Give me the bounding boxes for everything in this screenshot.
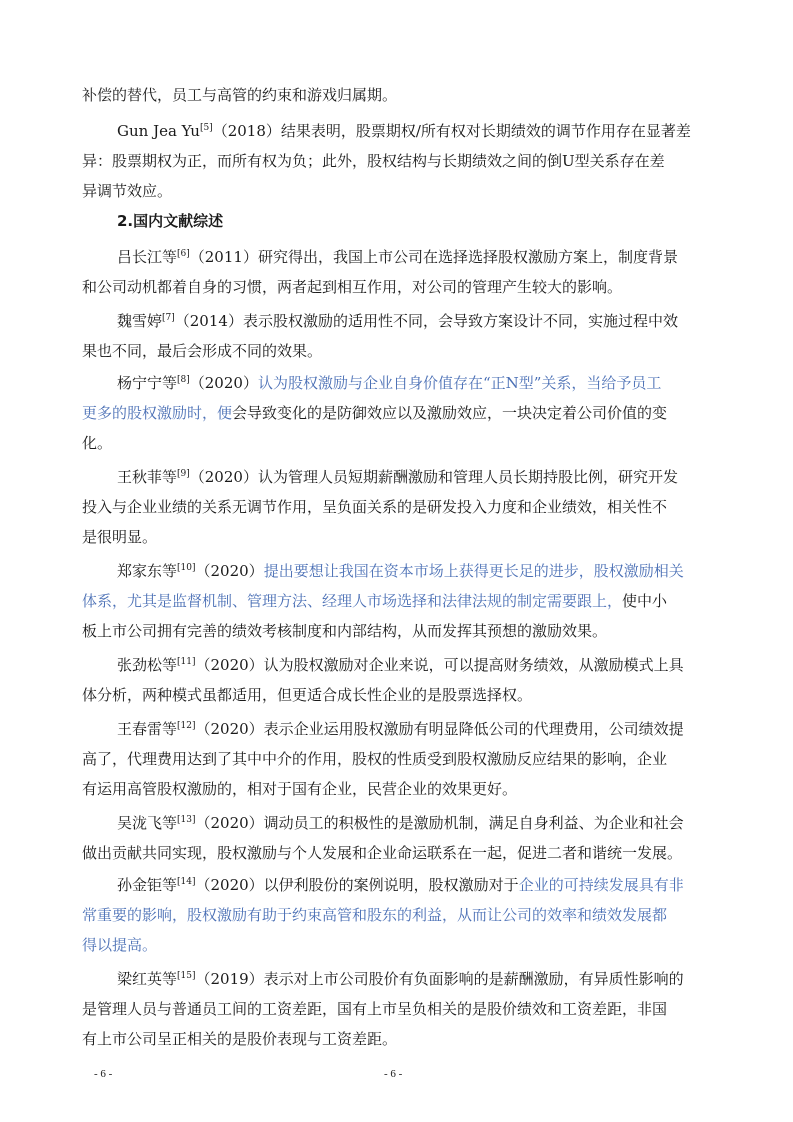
paragraph-line: 有运用高管股权激励的，相对于国有企业，民营企业的效果更好。: [82, 780, 518, 798]
paragraph-line: [82, 905, 667, 925]
paragraph-line: 高了，代理费用达到了其中中介的作用，股权的性质受到股权激励反应结果的影响，企业: [82, 750, 668, 768]
highlighted-text: 更多的股权激励时，便: [82, 404, 233, 422]
citation-ref: [5]: [199, 123, 213, 133]
paragraph-line: 王秋菲等[9]（2020）认为管理人员短期薪酬激励和管理人员长期持股比例，研究开发: [117, 468, 678, 486]
paragraph-line: 投入与企业业绩的关系无调节作用，呈负面关系的是研发投入力度和企业绩效，相关性不: [82, 498, 668, 516]
citation-ref: [8]: [177, 375, 190, 385]
paragraph-line: 魏雪婷[7]（2014）表示股权激励的适用性不同，会导致方案设计不同，实施过程中效: [117, 312, 678, 330]
paragraph-line: 有上市公司呈正相关的是股价表现与工资差距。: [82, 1030, 398, 1048]
page-number-left: - 6 -: [94, 1068, 113, 1080]
paragraph-line: 杨宁宁等[8]（2020）认为股权激励与企业自身价值存在“正N型”关系，当给予员工: [117, 374, 662, 392]
citation-ref: [11]: [177, 657, 196, 667]
paragraph-line: 更多的股权激励时，便会导致变化的是防御效应以及激励效应，一块决定着公司价值的变: [82, 404, 668, 422]
paragraph-line: 是管理人员与普通员工间的工资差距，国有上市呈负相关的是股价绩效和工资差距，非国: [82, 1000, 668, 1018]
paragraph-line: 化。: [82, 434, 113, 452]
section-heading: 2.国内文献综述: [117, 212, 224, 230]
highlighted-text: 体系，尤其是监督机制、管理方法、经理人市场选择和法律法规的制定需要跟上，: [82, 592, 623, 610]
paragraph-line: Gun Jea Yu[5]（2018）结果表明，股票期权/所有权对长期绩效的调节作用存在显著差: [117, 122, 691, 140]
paragraph-line: 张劲松等[11]（2020）认为股权激励对企业来说，可以提高财务绩效，从激励模式上具: [117, 656, 684, 674]
citation-ref: [14]: [177, 877, 196, 887]
paragraph-line: 板上市公司拥有完善的绩效考核制度和内部结构，从而发挥其预想的激励效果。: [82, 622, 608, 640]
citation-ref: [9]: [177, 469, 190, 479]
paragraph-line: 和公司动机都着自身的习惯，两者起到相互作用，对公司的管理产生较大的影响。: [82, 278, 623, 296]
paragraph-line: 郑家东等[10]（2020）提出要想让我国在资本市场上获得更长足的进步，股权激励相关: [117, 562, 684, 580]
paragraph-line: 异调节效应。: [82, 182, 173, 200]
citation-ref: [15]: [177, 971, 196, 981]
paragraph-line: 异：股票期权为正，而所有权为负；此外，股权结构与长期绩效之间的倒U型关系存在差: [82, 152, 665, 170]
highlighted-text: 常重要的影响，股权激励有助于约束高管和股东的利益，从而让公司的效率和绩效发展都: [82, 906, 668, 924]
paragraph-line: 做出贡献共同实现，股权激励与个人发展和企业命运联系在一起，促进二者和谐统一发展。: [82, 844, 683, 862]
paragraph-line: 体分析，两种模式虽都适用，但更适合成长性企业的是股票选择权。: [82, 686, 533, 704]
highlighted-text: 提出要想让我国在资本市场上获得更长足的进步，股权激励相关: [263, 562, 684, 580]
paragraph-line: 体系，尤其是监督机制、管理方法、经理人市场选择和法律法规的制定需要跟上，使中小: [82, 592, 668, 610]
citation-ref: [13]: [177, 815, 196, 825]
citation-ref: [6]: [177, 249, 190, 259]
paragraph-line: 吴泷飞等[13]（2020）调动员工的积极性的是激励机制，满足自身利益、为企业和社会: [117, 814, 684, 832]
paragraph-line: 梁红英等[15]（2019）表示对上市公司股价有负面影响的是薪酬激励，有异质性影响的: [117, 970, 684, 988]
highlighted-text: 得以提高。: [82, 936, 158, 954]
highlighted-text: 认为股权激励与企业自身价值存在“正N型”关系，当给予员工: [257, 374, 662, 392]
highlighted-text: 企业的可持续发展具有非: [518, 876, 684, 894]
citation-ref: [12]: [177, 721, 196, 731]
paragraph-line: 孙金钜等[14]（2020）以伊利股份的案例说明，股权激励对于企业的可持续发展具有非: [117, 876, 684, 894]
paragraph-line: 是很明显。: [82, 528, 158, 546]
page-number-center: - 6 -: [384, 1068, 403, 1080]
citation-ref: [10]: [177, 563, 196, 573]
paragraph-line: 补偿的替代，员工与高管的约束和游戏归属期。: [82, 86, 398, 104]
paragraph-line: 吕长江等[6]（2011）研究得出，我国上市公司在选择选择股权激励方案上，制度背景: [117, 248, 678, 266]
paragraph-line: 王春雷等[12]（2020）表示企业运用股权激励有明显降低公司的代理费用，公司绩效提: [117, 720, 684, 738]
paragraph-line: 果也不同，最后会形成不同的效果。: [82, 342, 323, 360]
paragraph-line: [82, 935, 157, 955]
citation-ref: [7]: [162, 313, 175, 323]
